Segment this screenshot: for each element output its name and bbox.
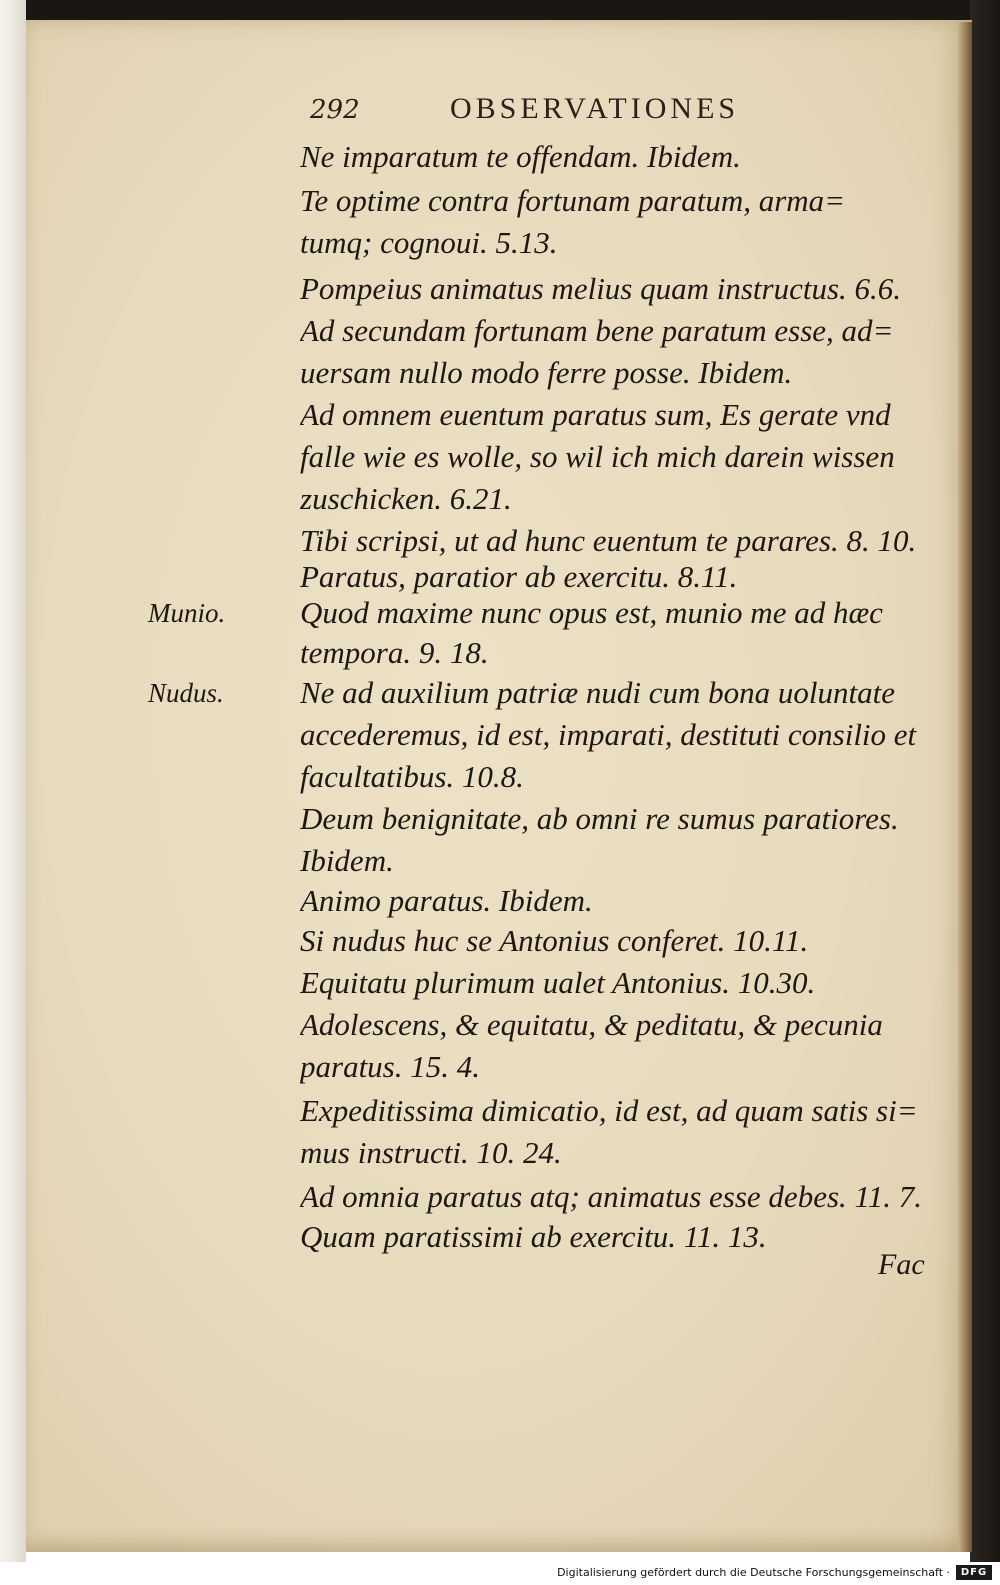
- margin-note-nudus: Nudus.: [148, 678, 224, 708]
- text-line: Quam paratissimi ab exercitu. 11. 13.: [300, 1219, 767, 1254]
- text-line: Ne ad auxilium patriæ nudi cum bona uoluntate: [300, 675, 895, 710]
- text-line: facultatibus. 10.8.: [300, 759, 524, 794]
- footer-credit: Digitalisierung gefördert durch die Deutsche Forschungsgemeinschaft ·: [557, 1566, 950, 1579]
- text-line: Pompeius animatus melius quam instructus. 6.6.: [300, 271, 902, 306]
- scan-border-left: [0, 0, 26, 1562]
- dfg-logo-icon: DFG: [956, 1565, 992, 1580]
- text-line: Ad omnia paratus atq; animatus esse debes. 11. 7.: [300, 1179, 922, 1214]
- scan-border-top: [14, 0, 1000, 20]
- text-line: paratus. 15. 4.: [300, 1049, 480, 1084]
- page-header: [310, 92, 870, 126]
- text-line: accederemus, id est, imparati, destituti consilio et: [300, 717, 917, 752]
- catchword: Fac: [878, 1248, 925, 1281]
- text-line: Si nudus huc se Antonius conferet. 10.11.: [300, 923, 809, 958]
- text-line: tumq; cognoui. 5.13.: [300, 225, 558, 260]
- text-line: falle wie es wolle, so wil ich mich darein wissen: [300, 439, 895, 474]
- text-line: Quod maxime nunc opus est, munio me ad hæc: [300, 595, 883, 630]
- text-line: Ne imparatum te offendam. Ibidem.: [300, 139, 741, 174]
- text-line: Adolescens, & equitatu, & peditatu, & pecunia: [300, 1007, 883, 1042]
- text-line: Expeditissima dimicatio, id est, ad quam satis si=: [300, 1093, 918, 1128]
- margin-note-munio: Munio.: [148, 598, 226, 628]
- text-line: tempora. 9. 18.: [300, 635, 489, 670]
- text-line: Paratus, paratior ab exercitu. 8.11.: [300, 559, 738, 594]
- page-edge: [958, 22, 972, 1552]
- text-line: uersam nullo modo ferre posse. Ibidem.: [300, 355, 793, 390]
- text-line: Ad secundam fortunam bene paratum esse, ad=: [300, 313, 894, 348]
- text-line: Te optime contra fortunam paratum, arma=: [300, 183, 846, 218]
- page-number: 292: [310, 95, 360, 125]
- text-line: Equitatu plurimum ualet Antonius. 10.30.: [300, 965, 816, 1000]
- text-line: Ibidem.: [300, 843, 394, 878]
- text-line: mus instructi. 10. 24.: [300, 1135, 562, 1170]
- scan-border-right: [970, 0, 1000, 1562]
- text-line: Tibi scripsi, ut ad hunc euentum te parares. 8. 10.: [300, 523, 917, 558]
- text-line: Ad omnem euentum paratus sum, Es gerate vnd: [300, 397, 891, 432]
- text-line: Animo paratus. Ibidem.: [300, 883, 593, 918]
- running-head: OBSERVATIONES: [450, 92, 740, 125]
- digitization-footer: [0, 1562, 1000, 1585]
- text-line: zuschicken. 6.21.: [300, 481, 512, 516]
- text-line: Deum benignitate, ab omni re sumus paratiores.: [300, 801, 899, 836]
